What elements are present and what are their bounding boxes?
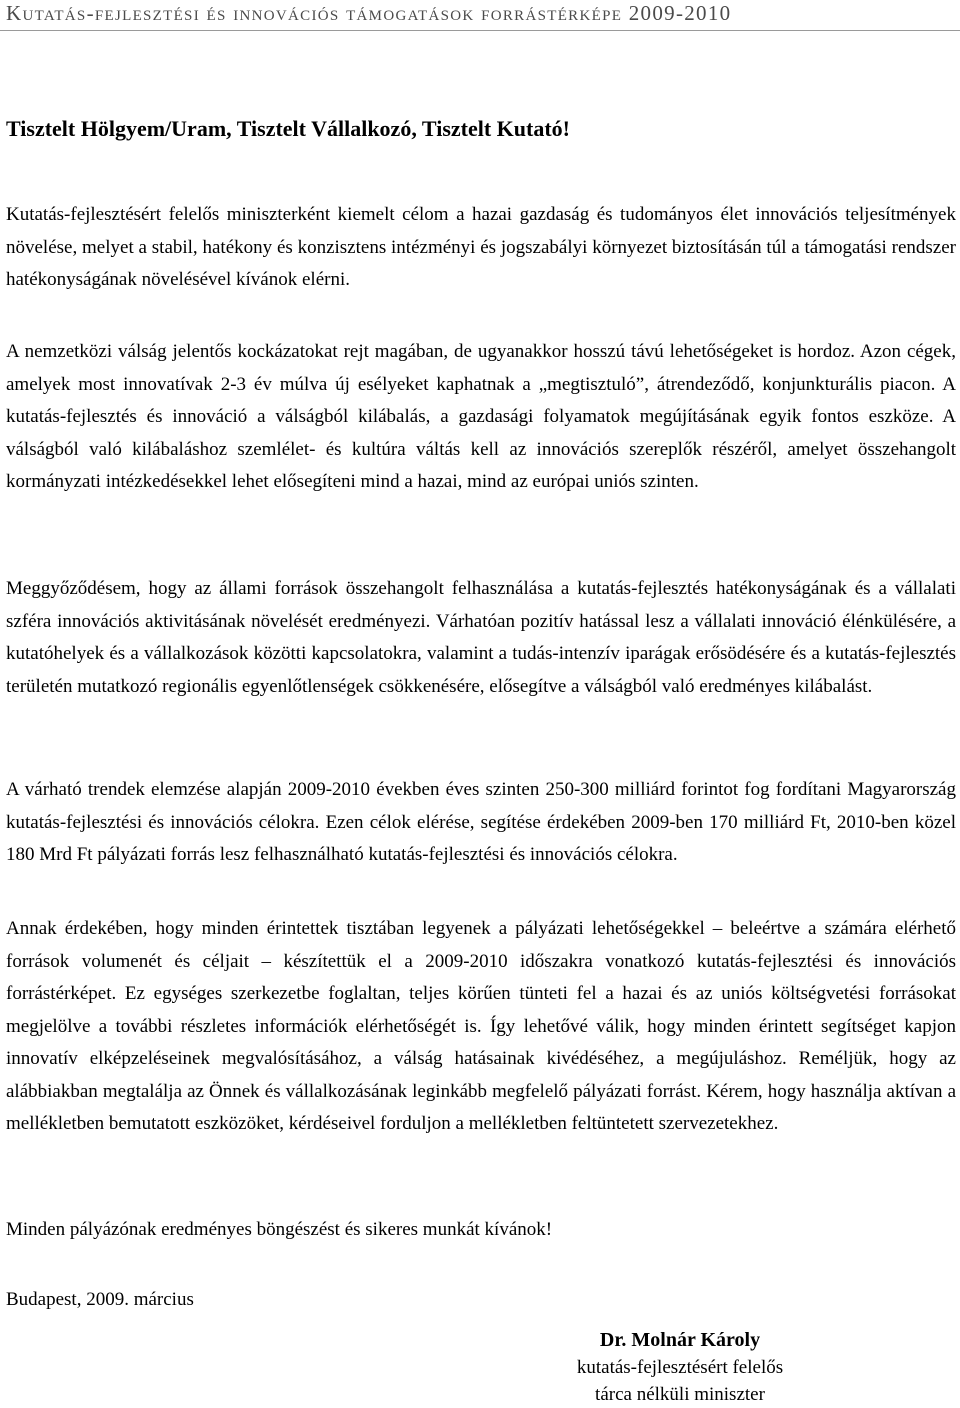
paragraph-4: A várható trendek elemzése alapján 2009-2010 években éves szinten 250-300 milliárd forintot fog fordítani Magyarország kutatás-fejlesztési és innovációs célokra. Ezen célok elérése, segítése érdekében 2009-ben 170 milliárd Ft, 2010-ben közel 180 Mrd Ft pályázati forrás lesz felhasználható kutatás-fejlesztési és innovációs célokra.: [6, 779, 956, 865]
paragraph-5: Annak érdekében, hogy minden érintettek tisztában legyenek a pályázati lehetőségekkel – beleértve a számára elérhető források volumenét és céljait – készítettük el a 2009-2010 időszakra vonatkozó kutatás-fejlesztési és innovációs forrástérképet. Ez egységes szerkezetbe foglaltan, teljes körűen tünteti fel a hazai és az uniós költségvetési forrásokat megjelölve a további részletes információk elérhetőségét is. Így lehetővé válik, hogy minden érintett segítséget kapjon innovatív elképzeléseinek megvalósításához, a válság hatásainak kivédéséhez, a megújuláshoz. Reméljük, hogy az alábbiakban megtalálja az Önnek és vállalkozásának leginkább megfelelő pályázati forrást. Kérem, hogy használja aktívan a mellékletben bemutatott eszközöket, kérdéseivel forduljon a mellékletben feltüntetett szervezetekhez.: [6, 918, 956, 1134]
place-and-date: Budapest, 2009. március: [6, 1289, 194, 1310]
signatory-name: Dr. Molnár Károly: [599, 1329, 761, 1351]
signatory-title-line-1: kutatás-fejlesztésért felelős: [576, 1357, 784, 1378]
paragraph-6: Minden pályázónak eredményes böngészést és sikeres munkát kívánok!: [6, 1219, 553, 1240]
signature-block: [530, 1327, 830, 1408]
paragraph-1: Kutatás-fejlesztésért felelős miniszterként kiemelt célom a hazai gazdaság és tudományos élet innovációs teljesítmények növelése, melyet a stabil, hatékony és konzisztens intézményi és jogszabályi környezet biztosításán túl a támogatási rendszer hatékonyságának növelésével kívánok elérni.: [6, 204, 956, 290]
header-divider: [0, 30, 960, 31]
running-header: Kutatás-fejlesztési és innovációs támogatások forrástérképe 2009-2010: [6, 1, 732, 25]
signatory-title-line-2: tárca nélküli miniszter: [595, 1384, 765, 1405]
salutation: Tisztelt Hölgyem/Uram, Tisztelt Vállalkozó, Tisztelt Kutató!: [6, 116, 570, 141]
paragraph-2: A nemzetközi válság jelentős kockázatokat rejt magában, de ugyanakkor hosszú távú lehetőségeket is hordoz. Azon cégek, amelyek most innovatívak 2-3 év múlva új esélyeket kaphatnak a „megtisztuló”, átrendeződő, konjunkturális piacon. A kutatás-fejlesztés és innováció a válságból kilábalás, a gazdasági folyamatok megújításának egyik fontos eszköze. A válságból való kilábaláshoz szemlélet- és kultúra váltás kell az innovációs szereplők részéről, amelyet összehangolt kormányzati intézkedésekkel lehet elősegíteni mind a hazai, mind az európai uniós szinten.: [6, 341, 956, 492]
paragraph-3: Meggyőződésem, hogy az állami források összehangolt felhasználása a kutatás-fejlesztés hatékonyságának és a vállalati szféra innovációs aktivitásának növelését eredményezi. Várhatóan pozitív hatással lesz a vállalati innováció élénkülésére, a kutatóhelyek és a vállalkozások közötti kapcsolatokra, valamint a tudás-intenzív iparágak erősödésére és a kutatás-fejlesztés területén mutatkozó regionális egyenlőtlenségek csökkenésére, elősegítve a válságból való eredményes kilábalást.: [6, 578, 956, 697]
